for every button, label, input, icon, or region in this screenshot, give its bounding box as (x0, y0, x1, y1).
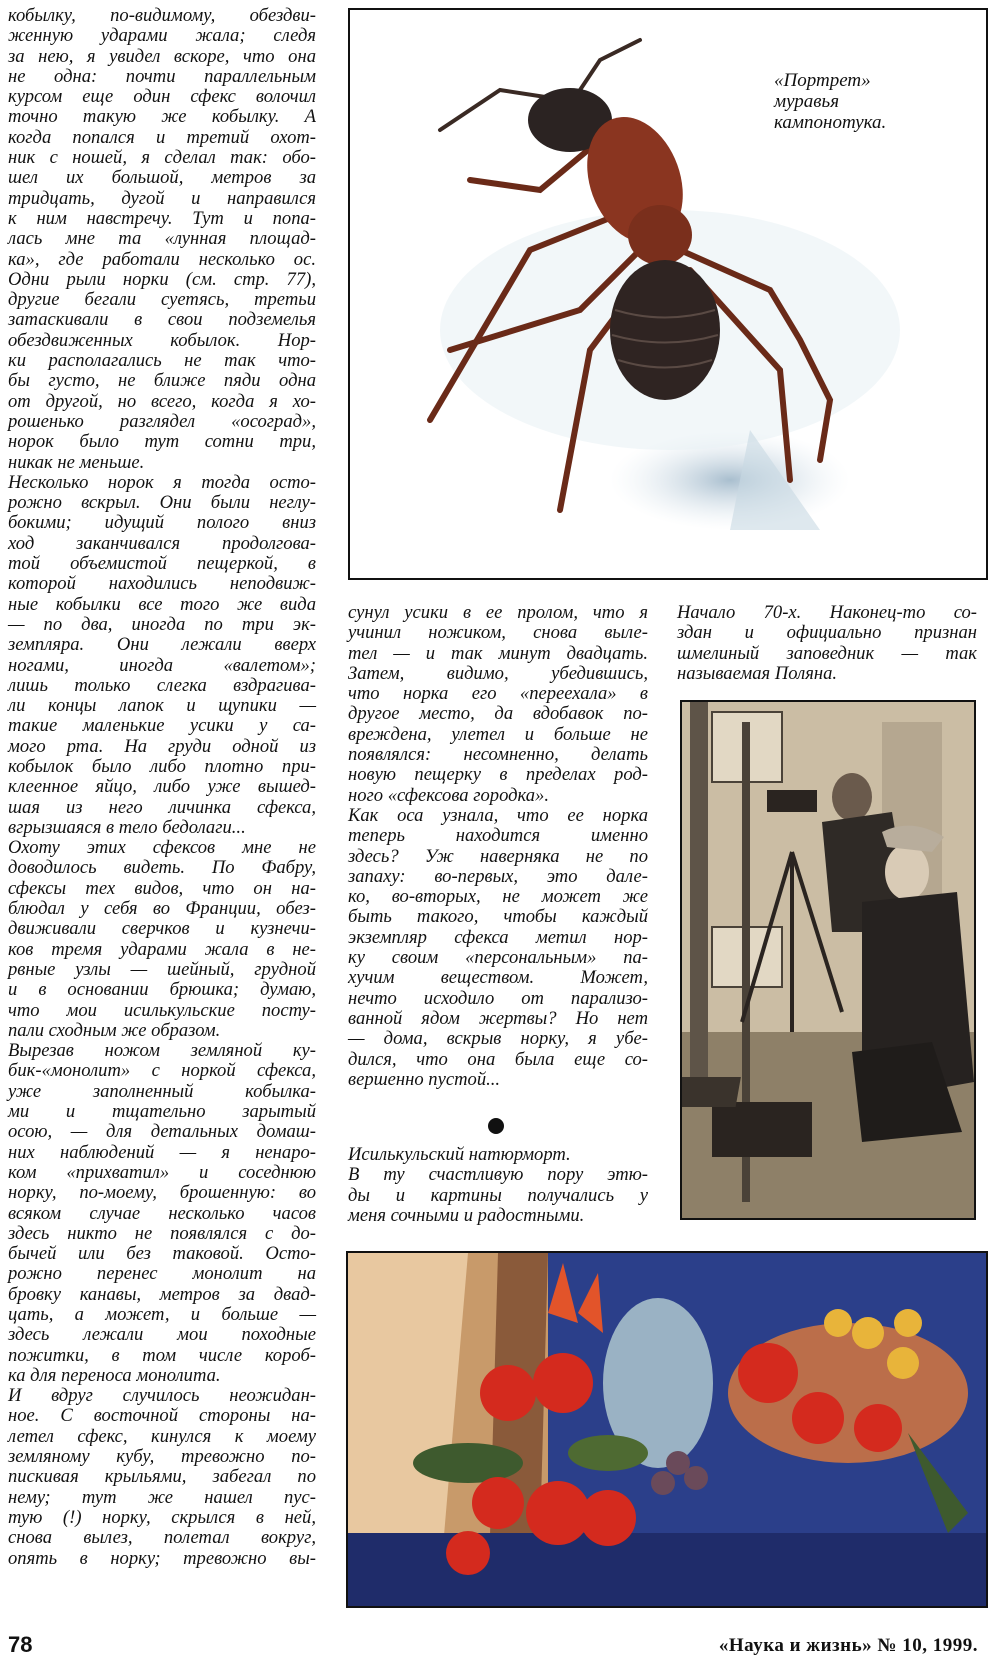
text-line: бы густо, не ближе пяди одна (8, 370, 316, 392)
text-line: ды и картины получались у (348, 1184, 648, 1206)
text-line: пали сходным же образом. (8, 1019, 221, 1041)
journal-footer: «Наука и жизнь» № 10, 1999. (718, 1635, 978, 1656)
text-line: блюдал у себя во Франции, обез- (8, 898, 316, 920)
text-line: ные кобылки все того же вида (8, 593, 316, 615)
text-line: другие бегали суетясь, третьи (8, 289, 316, 311)
text-line: рвные узлы — шейный, грудной (8, 958, 316, 980)
text-line: норок было тут сотни три, (8, 431, 316, 453)
text-line: доводилось видеть. По Фабру, (8, 857, 316, 879)
text-line: бровку канавы, метров за двад- (8, 1283, 316, 1305)
text-line: быть такого, чтобы каждый (348, 906, 648, 928)
text-line: лась мне та «лунная площад- (8, 228, 316, 250)
text-line: запаху: во-первых, это дале- (348, 865, 648, 887)
text-line: здан и официально признан (677, 622, 977, 644)
text-line: никак не меньше. (8, 451, 145, 473)
text-line: к ним навстречу. Тут и попа- (8, 207, 316, 229)
text-line: земпляра. Они лежали вверх (8, 634, 316, 656)
text-line: ком «прихватил» и соседнюю (8, 1161, 316, 1183)
text-line: них наблюдений — я ненаро- (8, 1141, 316, 1163)
text-line: снова вылез, полетал вокруг, (8, 1527, 316, 1549)
text-line: осою, — для детальных домаш- (8, 1121, 316, 1143)
text-line: экземпляр сфекса метил нор- (348, 926, 648, 948)
ant-caption-line: «Портрет» (774, 70, 871, 91)
text-line: ка», где работали несколько ос. (8, 248, 316, 270)
text-line: цать, а может, и больше — (8, 1304, 316, 1325)
ant-caption-line: муравья (774, 91, 840, 112)
text-line: земляному кубу, тревожно по- (8, 1446, 316, 1468)
text-line: и в основании брюшка; думаю, (8, 979, 316, 1001)
left-text-column (8, 6, 316, 1569)
text-line: такие маленькие усики у са- (8, 715, 316, 737)
text-line: И вдруг случилось неожидан- (8, 1385, 316, 1407)
text-line: теперь находится именно (348, 825, 648, 847)
text-line: курсом еще один сфекс волочил (8, 86, 316, 108)
ant-caption-line: кампонотука. (774, 112, 887, 133)
text-line: вершенно пустой... (348, 1068, 501, 1090)
text-line: не одна: почти параллельным (8, 65, 316, 87)
text-line: тел — и так минут двадцать. (348, 642, 648, 664)
text-line: всяком случае несколько часов (8, 1202, 316, 1224)
text-line: за нею, я увидел вскоре, что она (8, 45, 316, 67)
text-line: Затем, видимо, убедившись, (348, 662, 648, 684)
text-line: Несколько норок я тогда осто- (8, 471, 316, 493)
text-line: ми и тщательно зарытый (8, 1101, 316, 1123)
text-line: рошенько разглядел «осоград», (8, 410, 316, 432)
text-line: ку своим «персональным» па- (348, 947, 648, 969)
text-line: Начало 70-х. Наконец-то со- (677, 602, 977, 623)
text-line: ков тремя ударами жала в не- (8, 938, 316, 960)
text-line: ход заканчивался продолгова- (8, 532, 316, 554)
ant-illustration-frame (348, 8, 988, 580)
text-line: лишь только слегка вздрагива- (8, 674, 316, 696)
text-line: Охоту этих сфексов мне не (8, 837, 316, 859)
text-line: мого рта. На груди одной из (8, 735, 316, 757)
text-line: хучим веществом. Может, (348, 967, 648, 989)
text-line: шая из него личинка сфекса, (8, 796, 316, 818)
text-line: от другой, но всего, когда я хо- (8, 390, 316, 412)
text-line: тую (!) норку, скрылся в ней, (8, 1506, 316, 1528)
text-line: точно такую же кобылку. А (8, 106, 316, 128)
text-line: дился, что она была еще со- (348, 1048, 648, 1070)
text-line: ного «сфексова городка». (348, 784, 550, 806)
text-line: шел их большой, метров за (8, 167, 316, 189)
text-line: тридцать, дугой и направился (8, 187, 316, 209)
text-line: рожно перенес монолит на (8, 1263, 316, 1285)
text-line: что мои исилькульские посту- (8, 999, 316, 1021)
text-line: ванной ядом жертвы? Но нет (348, 1007, 648, 1029)
text-line: сунул усики в ее пролом, что я (348, 602, 648, 623)
reserve-photo-frame (680, 700, 976, 1220)
text-line: В ту счастливую пору этю- (348, 1164, 648, 1186)
text-line: рожно вскрыл. Они были неглу- (8, 492, 316, 514)
text-line: шмелиный заповедник — так (677, 642, 977, 664)
text-line: вгрызшаяся в тело бедолаги... (8, 816, 246, 838)
still-life-painting (348, 1253, 986, 1606)
text-line: клеенное яйцо, либо уже вышед- (8, 776, 316, 798)
text-line: Как оса узнала, что ее норка (348, 804, 648, 826)
text-line: другое место, да вдобавок по- (348, 703, 648, 725)
section-bullet (488, 1118, 504, 1134)
text-line: пожитки, в том числе короб- (8, 1344, 316, 1366)
text-line: здесь лежали мои походные (8, 1324, 316, 1346)
text-line: Одни рыли норки (см. стр. 77), (8, 268, 316, 290)
text-line: когда попался и третий охот- (8, 126, 316, 148)
text-line: называемая Поляна. (677, 662, 838, 684)
page-number: 78 (8, 1632, 33, 1657)
photo-caption (677, 603, 977, 684)
text-line: учинил ножиком, снова выле- (348, 622, 648, 644)
text-line: опять в норку; тревожно вы- (8, 1547, 316, 1569)
text-line: меня сочными и радостными. (348, 1204, 585, 1226)
text-line: бик-«монолит» с норкой сфекса, (8, 1060, 316, 1082)
text-line: ник с ношей, я сделал так: обо- (8, 147, 316, 169)
text-line: кобылок было либо плотно при- (8, 755, 316, 777)
text-line: ка для переноса монолита. (8, 1364, 221, 1386)
text-line: — по два, иногда по три эк- (8, 613, 316, 635)
text-line: ки располагались не так что- (8, 350, 316, 372)
text-line: Исилькульский натюрморт. (348, 1144, 571, 1165)
text-line: нему; тут же нашел пус- (8, 1486, 316, 1508)
text-line: бычей или без таковой. Осто- (8, 1243, 316, 1265)
text-line: ли концы лапок и щупики — (8, 695, 316, 717)
text-line: — дома, вскрыв норку, я убе- (348, 1028, 648, 1050)
text-line: кобылку, по-видимому, обездви- (8, 5, 316, 26)
text-line: нечто исходило от парализо- (348, 987, 648, 1009)
still-life-painting-frame (346, 1251, 988, 1608)
text-line: той объемистой пещеркой, в (8, 553, 316, 575)
text-line: движивали сверчков и кузнечи- (8, 918, 316, 940)
text-line: ко, во-вторых, не может же (348, 886, 648, 908)
text-line: Вырезав ножом земляной ку- (8, 1040, 316, 1062)
text-line: что норка его «переехала» в (348, 683, 648, 705)
text-line: норку, по-моему, брошенную: во (8, 1182, 316, 1204)
middle-text-column (348, 603, 648, 1090)
text-line: обездвиженных кобылок. Нор- (8, 329, 316, 351)
reserve-photo (682, 702, 974, 1218)
text-line: здесь никто не появлялся с до- (8, 1222, 316, 1244)
text-line: здесь? Уж наверняка не по (348, 845, 648, 867)
text-line: появлялся: несомненно, делать (348, 744, 648, 766)
text-line: пискивая крыльями, забегал по (8, 1466, 316, 1488)
text-line: затаскивали в свои подземелья (8, 309, 316, 331)
text-line: ногами, иногда «валетом»; (8, 654, 316, 676)
ant-caption (774, 70, 944, 133)
text-line: летел сфекс, кинулся к моему (8, 1425, 316, 1447)
text-line: сфексы тех видов, что он на- (8, 877, 316, 899)
text-line: ное. С восточной стороны на- (8, 1405, 316, 1427)
text-line: бокими; идущий полого вниз (8, 512, 316, 534)
text-line: новую пещерку в пределах род- (348, 764, 648, 786)
text-line: которой находились неподвиж- (8, 573, 316, 595)
still-life-caption (348, 1145, 648, 1226)
text-line: женную ударами жала; следя (8, 25, 316, 47)
text-line: вреждена, улетел и больше не (348, 723, 648, 745)
text-line: уже заполненный кобылка- (8, 1080, 316, 1102)
